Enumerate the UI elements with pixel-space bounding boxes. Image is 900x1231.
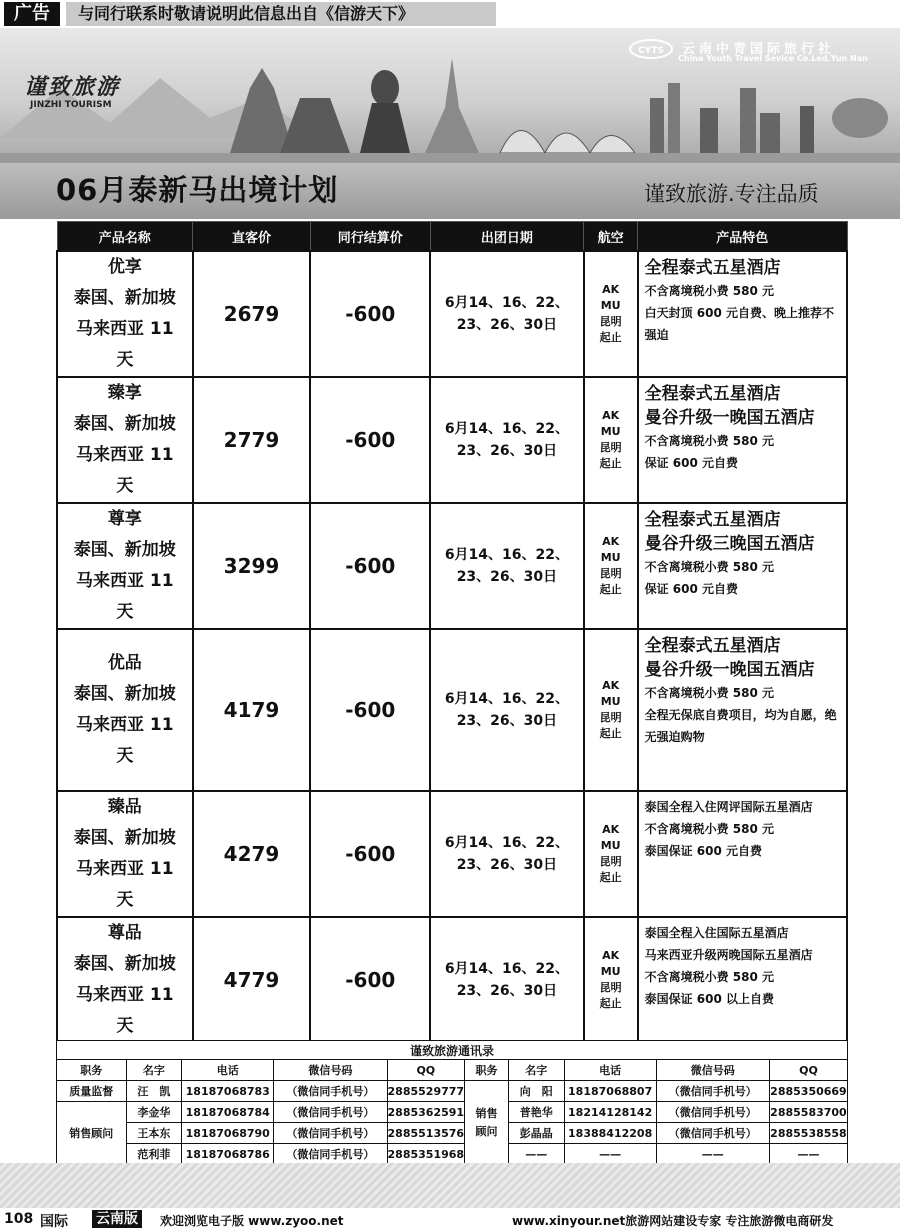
text-line: 泰国、新加坡 xyxy=(73,414,176,434)
phone-cell: 18187068790 xyxy=(182,1123,274,1144)
page-number: 108 xyxy=(4,1211,34,1227)
text-line: 泰国、新加坡 xyxy=(73,954,176,974)
contact-col-header: 职务 xyxy=(57,1060,127,1081)
text-line: 天 xyxy=(116,746,134,766)
name-cell: 王本东 xyxy=(126,1123,182,1144)
product-name-cell xyxy=(57,503,193,629)
wechat-cell: （微信同手机号） xyxy=(656,1123,769,1144)
name-cell: 李金华 xyxy=(126,1102,182,1123)
phone-cell: 18187068786 xyxy=(182,1144,274,1165)
qq-cell: 2885350669 xyxy=(769,1081,847,1102)
contact-row xyxy=(57,1144,848,1165)
contact-col-header: QQ xyxy=(769,1060,847,1081)
features-cell xyxy=(638,377,847,503)
text-line: 马来西亚升级两晚国际五星酒店 xyxy=(644,948,813,962)
retail-price-cell: 2779 xyxy=(193,377,311,503)
retail-price-cell: 4179 xyxy=(193,629,311,791)
name-cell: 范利菲 xyxy=(126,1144,182,1165)
agency-name-en: China Youth Travel Sevice Co.Led.Yun Nan xyxy=(678,54,868,63)
footer-right-text: www.xinyour.net旅游网站建设专家 专注旅游微电商研发 xyxy=(512,1214,834,1228)
text-line: 昆明 xyxy=(599,981,622,994)
product-name-cell xyxy=(57,377,193,503)
text-line: 23、26、30日 xyxy=(456,713,558,729)
trade-price-cell: -600 xyxy=(310,629,430,791)
phone-cell: 18187068807 xyxy=(564,1081,656,1102)
text-line: AK xyxy=(602,535,620,548)
departure-dates-cell xyxy=(430,629,584,791)
role-cell: 销售顾问 xyxy=(465,1081,509,1165)
product-name-cell xyxy=(57,251,193,377)
text-line: 天 xyxy=(116,602,134,622)
text-line: 23、26、30日 xyxy=(456,317,558,333)
text-line: 昆明 xyxy=(599,711,622,724)
text-line: 不含离境税小费 580 元 xyxy=(644,686,774,700)
text-line: AK xyxy=(602,949,620,962)
contact-col-header: 微信号码 xyxy=(274,1060,387,1081)
logo-english: JINZHI TOURISM xyxy=(30,100,112,110)
name-cell: 彭晶晶 xyxy=(508,1123,564,1144)
text-line: 6月14、16、22、 xyxy=(444,691,570,707)
product-row xyxy=(57,917,847,1043)
text-line: 曼谷升级一晚国五酒店 xyxy=(644,408,815,428)
text-line: 泰国、新加坡 xyxy=(73,828,176,848)
text-line: 23、26、30日 xyxy=(456,983,558,999)
retail-price-cell: 4779 xyxy=(193,917,311,1043)
trade-price-cell: -600 xyxy=(310,791,430,917)
text-line: 全程泰式五星酒店 xyxy=(644,258,781,278)
text-line: 泰国、新加坡 xyxy=(73,684,176,704)
retail-price-cell: 3299 xyxy=(193,503,311,629)
wechat-cell: （微信同手机号） xyxy=(656,1102,769,1123)
text-line: MU xyxy=(600,965,621,978)
text-line: 起止 xyxy=(599,727,622,740)
col-header: 出团日期 xyxy=(430,222,584,252)
text-line: 曼谷升级一晚国五酒店 xyxy=(644,660,815,680)
text-line: 全程泰式五星酒店 xyxy=(644,384,781,404)
product-table xyxy=(56,221,848,1044)
airline-cell xyxy=(584,503,638,629)
contact-col-header: 职务 xyxy=(465,1060,509,1081)
text-line: 马来西亚 11 xyxy=(76,985,174,1005)
text-line: 起止 xyxy=(599,871,622,884)
contact-row xyxy=(57,1123,848,1144)
wechat-cell: （微信同手机号） xyxy=(274,1102,387,1123)
qq-cell: 2885583700 xyxy=(769,1102,847,1123)
features-cell xyxy=(638,791,847,917)
phone-cell: 18187068784 xyxy=(182,1102,274,1123)
wechat-cell: —— xyxy=(656,1144,769,1165)
product-row xyxy=(57,791,847,917)
col-header: 航空 xyxy=(584,222,638,252)
phone-cell: 18388412208 xyxy=(564,1123,656,1144)
text-line: 臻享 xyxy=(107,383,142,403)
text-line: 6月14、16、22、 xyxy=(444,961,570,977)
trade-price-cell: -600 xyxy=(310,917,430,1043)
text-line: AK xyxy=(602,409,620,422)
phone-cell: 18214128142 xyxy=(564,1102,656,1123)
text-line: 不含离境税小费 580 元 xyxy=(644,284,774,298)
text-line: 昆明 xyxy=(599,855,622,868)
text-line: 马来西亚 11 xyxy=(76,445,174,465)
text-line: 优享 xyxy=(107,257,142,277)
role-cell: 销售顾问 xyxy=(57,1102,127,1165)
wechat-cell: （微信同手机号） xyxy=(274,1144,387,1165)
agency-name-cn: 云南中青国际旅行社 xyxy=(682,42,836,57)
text-line: 泰国全程入住网评国际五星酒店 xyxy=(644,800,813,814)
text-line: AK xyxy=(602,679,620,692)
text-line: 23、26、30日 xyxy=(456,443,558,459)
contact-row xyxy=(57,1081,848,1102)
text-line: 6月14、16、22、 xyxy=(444,421,570,437)
text-line: 保证 600 元自费 xyxy=(644,456,738,470)
wechat-cell: （微信同手机号） xyxy=(274,1123,387,1144)
text-line: 马来西亚 11 xyxy=(76,319,174,339)
qq-cell: 2885351968 xyxy=(387,1144,465,1165)
text-line: 起止 xyxy=(599,997,622,1010)
text-line: 不含离境税小费 580 元 xyxy=(644,434,774,448)
airline-cell xyxy=(584,629,638,791)
text-line: 全程无保底自费项目，均为自愿，绝无强迫购物 xyxy=(644,708,837,744)
text-line: 尊享 xyxy=(107,509,142,529)
product-row xyxy=(57,251,847,377)
features-cell xyxy=(638,251,847,377)
product-name-cell xyxy=(57,917,193,1043)
text-line: 昆明 xyxy=(599,567,622,580)
col-header: 产品名称 xyxy=(57,222,193,252)
text-line: MU xyxy=(600,299,621,312)
qq-cell: 2885513576 xyxy=(387,1123,465,1144)
phone-cell: —— xyxy=(564,1144,656,1165)
ad-tag: 广告 xyxy=(4,2,60,26)
page-title: 06月泰新马出境计划 xyxy=(56,173,339,207)
text-line: 泰国全程入住国际五星酒店 xyxy=(644,926,789,940)
trade-price-cell: -600 xyxy=(310,503,430,629)
text-line: 6月14、16、22、 xyxy=(444,835,570,851)
departure-dates-cell xyxy=(430,917,584,1043)
features-cell xyxy=(638,917,847,1043)
source-note: 与同行联系时敬请说明此信息出自《信游天下》 xyxy=(66,2,496,26)
text-line: 优品 xyxy=(107,653,142,673)
text-line: MU xyxy=(600,839,621,852)
contact-table xyxy=(56,1040,848,1165)
phone-cell: 18187068783 xyxy=(182,1081,274,1102)
text-line: 昆明 xyxy=(599,315,622,328)
trade-price-cell: -600 xyxy=(310,377,430,503)
section-label: 国际 xyxy=(40,1214,68,1230)
name-cell: 普艳华 xyxy=(508,1102,564,1123)
features-cell xyxy=(638,503,847,629)
text-line: 不含离境税小费 580 元 xyxy=(644,560,774,574)
text-line: 天 xyxy=(116,1016,134,1036)
text-line: MU xyxy=(600,425,621,438)
product-row xyxy=(57,629,847,791)
text-line: 6月14、16、22、 xyxy=(444,295,570,311)
airline-cell xyxy=(584,251,638,377)
departure-dates-cell xyxy=(430,791,584,917)
col-header: 同行结算价 xyxy=(310,222,430,252)
departure-dates-cell xyxy=(430,251,584,377)
name-cell: 向 阳 xyxy=(508,1081,564,1102)
text-line: 马来西亚 11 xyxy=(76,859,174,879)
qq-cell: 2885538558 xyxy=(769,1123,847,1144)
departure-dates-cell xyxy=(430,503,584,629)
contact-caption: 谨致旅游通讯录 xyxy=(57,1041,848,1060)
qq-cell: 2885362591 xyxy=(387,1102,465,1123)
cyts-logo-icon xyxy=(628,38,674,60)
wechat-cell: （微信同手机号） xyxy=(274,1081,387,1102)
contact-header-row xyxy=(57,1060,848,1081)
text-line: AK xyxy=(602,823,620,836)
text-line: 马来西亚 11 xyxy=(76,571,174,591)
product-row xyxy=(57,377,847,503)
contact-col-header: 电话 xyxy=(564,1060,656,1081)
name-cell: —— xyxy=(508,1144,564,1165)
decorative-hatching xyxy=(0,1163,900,1208)
retail-price-cell: 2679 xyxy=(193,251,311,377)
logo-calligraphy: 谨致旅游 xyxy=(24,74,121,100)
text-line: 23、26、30日 xyxy=(456,857,558,873)
retail-price-cell: 4279 xyxy=(193,791,311,917)
col-header: 产品特色 xyxy=(638,222,847,252)
text-line: 天 xyxy=(116,350,134,370)
text-line: 保证 600 元自费 xyxy=(644,582,738,596)
col-header: 直客价 xyxy=(193,222,311,252)
text-line: 不含离境税小费 580 元 xyxy=(644,970,774,984)
product-name-cell xyxy=(57,629,193,791)
text-line: 天 xyxy=(116,476,134,496)
departure-dates-cell xyxy=(430,377,584,503)
name-cell: 汪 凯 xyxy=(126,1081,182,1102)
qq-cell: 2885529777 xyxy=(387,1081,465,1102)
table-header-row xyxy=(57,222,847,252)
qq-cell: —— xyxy=(769,1144,847,1165)
text-line: 泰国、新加坡 xyxy=(73,288,176,308)
features-cell xyxy=(638,629,847,791)
text-line: 臻品 xyxy=(107,797,142,817)
airline-cell xyxy=(584,917,638,1043)
text-line: 23、26、30日 xyxy=(456,569,558,585)
text-line: 白天封顶 600 元自费、晚上推荐不强迫 xyxy=(644,306,834,342)
text-line: 起止 xyxy=(599,457,622,470)
text-line: 全程泰式五星酒店 xyxy=(644,510,781,530)
text-line: 曼谷升级三晚国五酒店 xyxy=(644,534,815,554)
text-line: 起止 xyxy=(599,331,622,344)
role-cell: 质量监督 xyxy=(57,1081,127,1102)
contact-col-header: QQ xyxy=(387,1060,465,1081)
contact-col-header: 名字 xyxy=(126,1060,182,1081)
wechat-cell: （微信同手机号） xyxy=(656,1081,769,1102)
text-line: 天 xyxy=(116,890,134,910)
slogan: 谨致旅游.专注品质 xyxy=(644,182,819,206)
contact-col-header: 电话 xyxy=(182,1060,274,1081)
airline-cell xyxy=(584,377,638,503)
text-line: AK xyxy=(602,283,620,296)
product-name-cell xyxy=(57,791,193,917)
text-line: 6月14、16、22、 xyxy=(444,547,570,563)
text-line: 马来西亚 11 xyxy=(76,715,174,735)
cyts-logo-text: CYTS xyxy=(638,46,664,56)
text-line: 泰国保证 600 以上自费 xyxy=(644,992,774,1006)
text-line: 起止 xyxy=(599,583,622,596)
text-line: 昆明 xyxy=(599,441,622,454)
product-row xyxy=(57,503,847,629)
contact-row xyxy=(57,1102,848,1123)
contact-col-header: 微信号码 xyxy=(656,1060,769,1081)
airline-cell xyxy=(584,791,638,917)
text-line: 全程泰式五星酒店 xyxy=(644,636,781,656)
trade-price-cell: -600 xyxy=(310,251,430,377)
text-line: 泰国、新加坡 xyxy=(73,540,176,560)
text-line: 泰国保证 600 元自费 xyxy=(644,844,762,858)
footer-left-text: 欢迎浏览电子版 www.zyoo.net xyxy=(160,1214,344,1228)
text-line: 不含离境税小费 580 元 xyxy=(644,822,774,836)
contact-col-header: 名字 xyxy=(508,1060,564,1081)
text-line: MU xyxy=(600,551,621,564)
edition-badge: 云南版 xyxy=(92,1210,142,1228)
text-line: 尊品 xyxy=(107,923,142,943)
text-line: MU xyxy=(600,695,621,708)
